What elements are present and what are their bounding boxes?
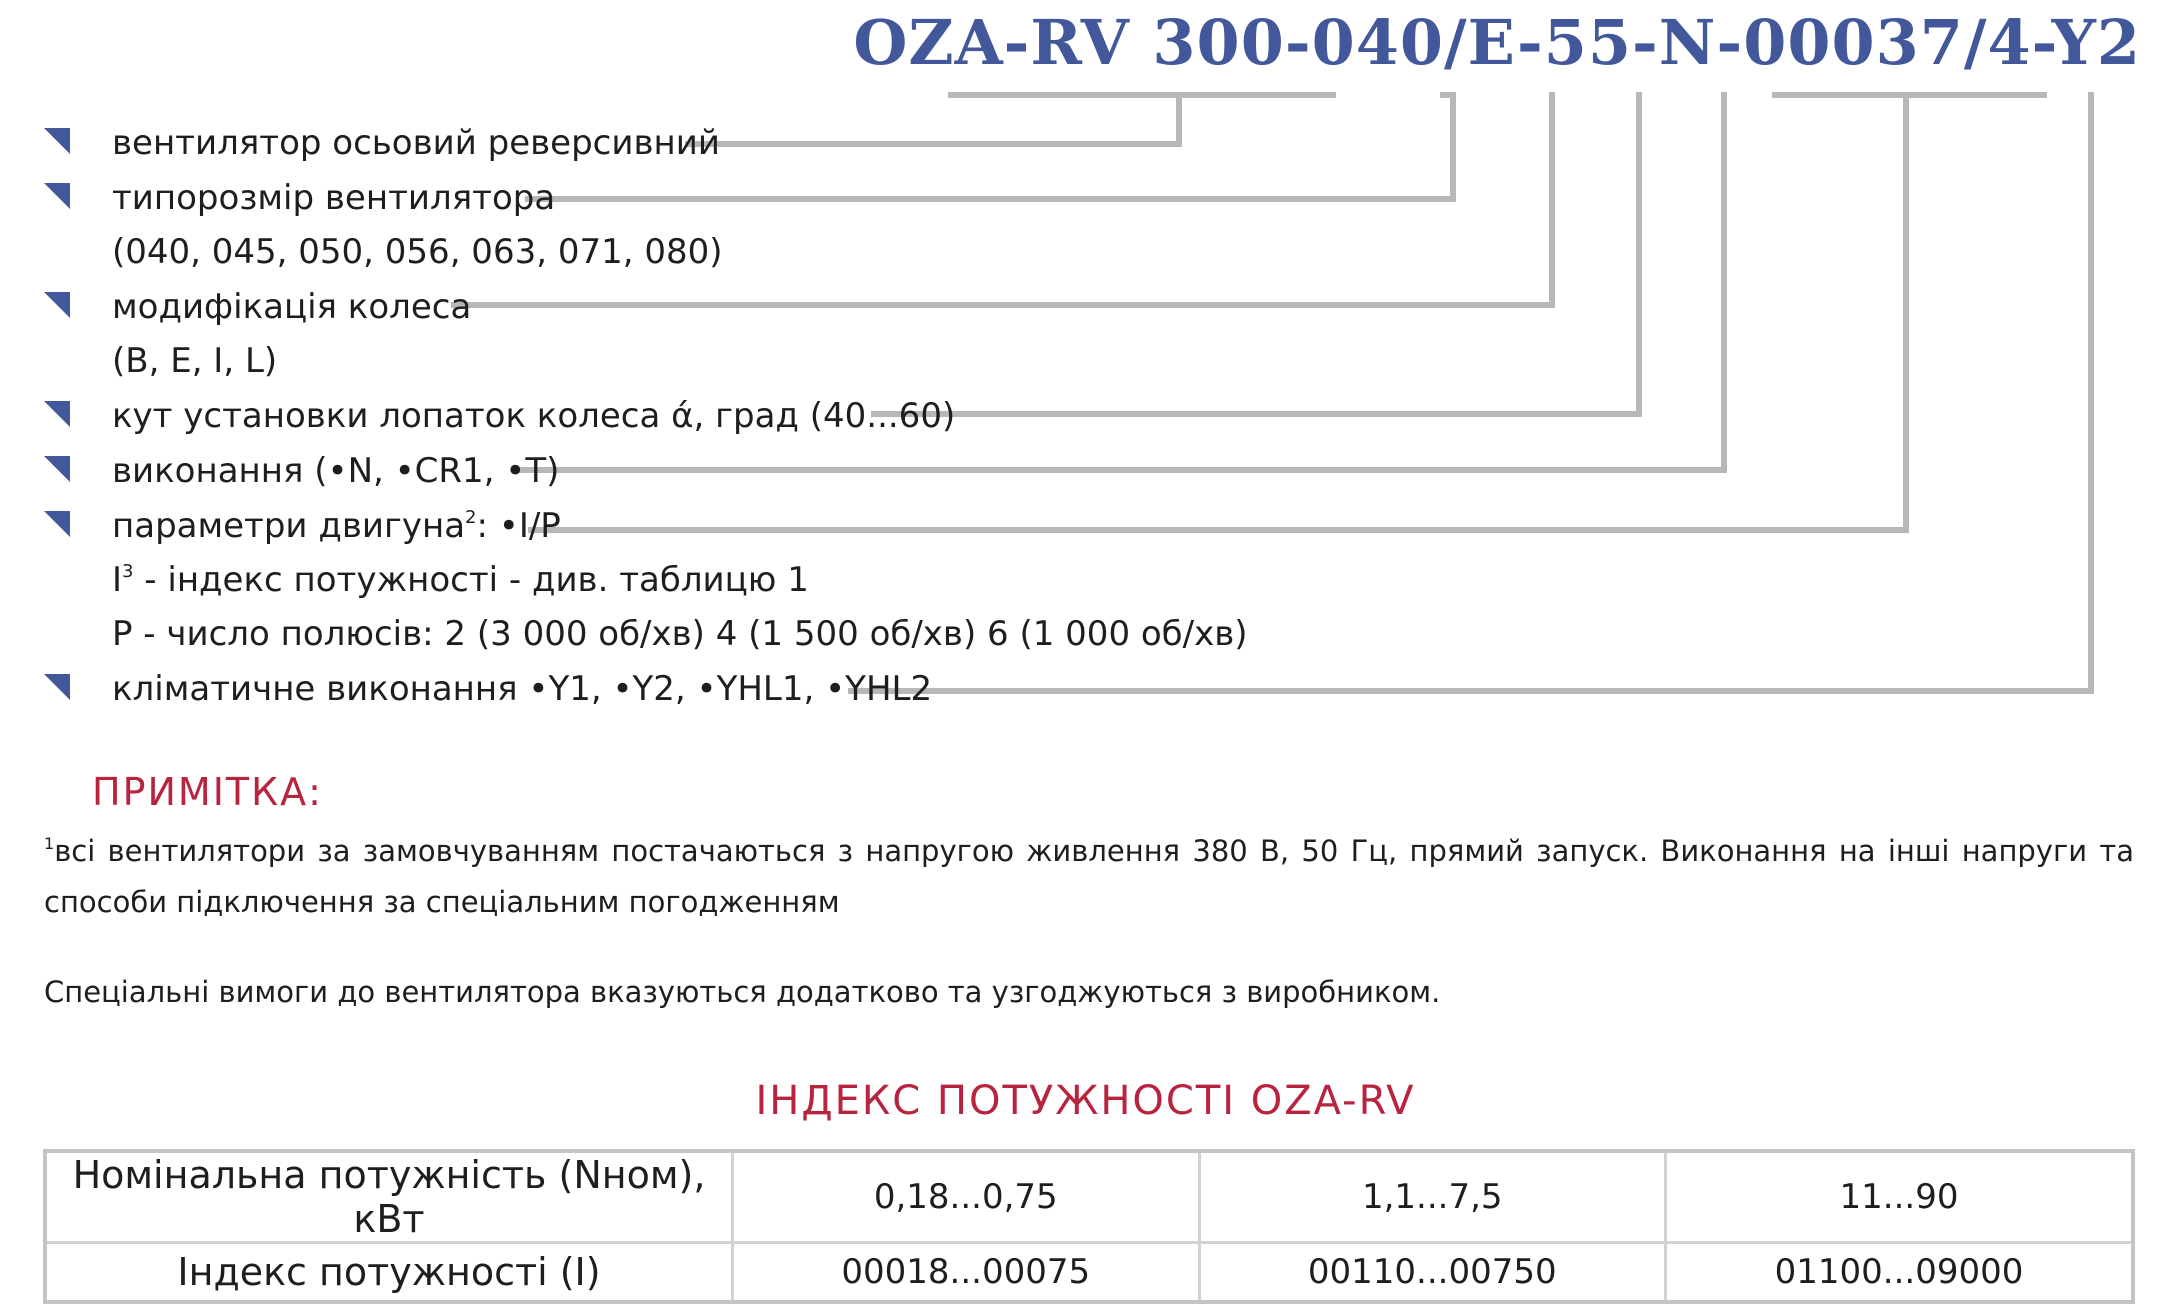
legend-item-size: типорозмір вентилятора	[112, 178, 556, 218]
bullet-icon	[44, 401, 70, 427]
legend-item-execution: виконання (•N, •CR1, •T)	[112, 451, 560, 491]
note-extra: Спеціальні вимоги до вентилятора вказуються додатково та узгоджуються з виробником.	[44, 975, 1441, 1009]
connector-2-v	[1450, 92, 1456, 202]
table-cell: 01100...09000	[1666, 1243, 2133, 1303]
connector-3-v	[1549, 92, 1555, 308]
footnote-mark: 3	[122, 561, 134, 582]
connector-5	[517, 467, 1727, 473]
table-cell: 00018...00075	[733, 1243, 1200, 1303]
table-cell: 1,1...7,5	[1199, 1151, 1666, 1243]
bullet-icon	[44, 674, 70, 700]
table-cell: 0,18...0,75	[733, 1151, 1200, 1243]
connector-4	[871, 411, 1642, 417]
legend-item-size-values: (040, 045, 050, 056, 063, 071, 080)	[112, 232, 723, 272]
table-row	[45, 1243, 2133, 1303]
legend-item-wheel-values: (B, E, I, L)	[112, 341, 278, 381]
connector-7	[848, 688, 2094, 694]
connector-5-v	[1721, 92, 1727, 473]
footnote-mark: 2	[465, 507, 477, 528]
note-body	[44, 826, 2134, 928]
connector-6-v	[1903, 92, 1909, 533]
connector-3	[451, 302, 1555, 308]
table-row	[45, 1151, 2133, 1243]
legend-item-motor-index	[112, 558, 809, 602]
power-index-table	[43, 1149, 2135, 1304]
table-cell: 11...90	[1666, 1151, 2133, 1243]
note-text: всі вентилятори за замовчуванням постачаються з напругою живлення 380 В, 50 Гц, прямий запуск. Виконання на інші напруги та способи підключення за спеціальним погодженням	[44, 834, 2134, 919]
legend-item-motor	[112, 504, 561, 548]
connector-1-v	[1176, 92, 1182, 147]
legend-item-climate: кліматичне виконання •Y1, •Y2, •YHL1, •YHL2	[112, 669, 933, 709]
legend-item-wheel: модифікація колеса	[112, 287, 472, 327]
legend-motor-label: параметри двигуна	[112, 506, 466, 546]
note-title: ПРИМІТКА:	[92, 770, 323, 814]
table-cell: 00110...00750	[1199, 1243, 1666, 1303]
bullet-icon	[44, 128, 70, 154]
bullet-icon	[44, 292, 70, 318]
bullet-icon	[44, 183, 70, 209]
legend-item-type: вентилятор осьовий реверсивний	[112, 123, 720, 163]
code-underline-series	[948, 92, 1336, 98]
connector-1	[685, 141, 1182, 147]
model-code: OZA-RV 300-040/E-55-N-00037/4-Y2	[853, 6, 2141, 79]
legend-motor-code: : •I/P	[476, 506, 561, 546]
legend-item-angle: кут установки лопаток колеса ά, град (40...60)	[112, 396, 956, 436]
bullet-icon	[44, 456, 70, 482]
connector-4-v	[1636, 92, 1642, 417]
footnote-mark: 1	[44, 834, 55, 853]
code-underline-power	[1772, 92, 2047, 98]
table-title: ІНДЕКС ПОТУЖНОСТІ OZA-RV	[755, 1078, 1416, 1124]
connector-2	[525, 196, 1456, 202]
index-letter: I	[112, 560, 123, 600]
index-description: - індекс потужності - див. таблицю 1	[133, 560, 809, 600]
connector-6	[528, 527, 1909, 533]
bullet-icon	[44, 511, 70, 537]
legend-item-motor-poles: P - число полюсів: 2 (3 000 об/хв) 4 (1 500 об/хв) 6 (1 000 об/хв)	[112, 614, 1248, 654]
row-header: Номінальна потужність (Nном), кВт	[45, 1151, 733, 1243]
row-header: Індекс потужності (I)	[45, 1243, 733, 1303]
connector-7-v	[2088, 92, 2094, 694]
